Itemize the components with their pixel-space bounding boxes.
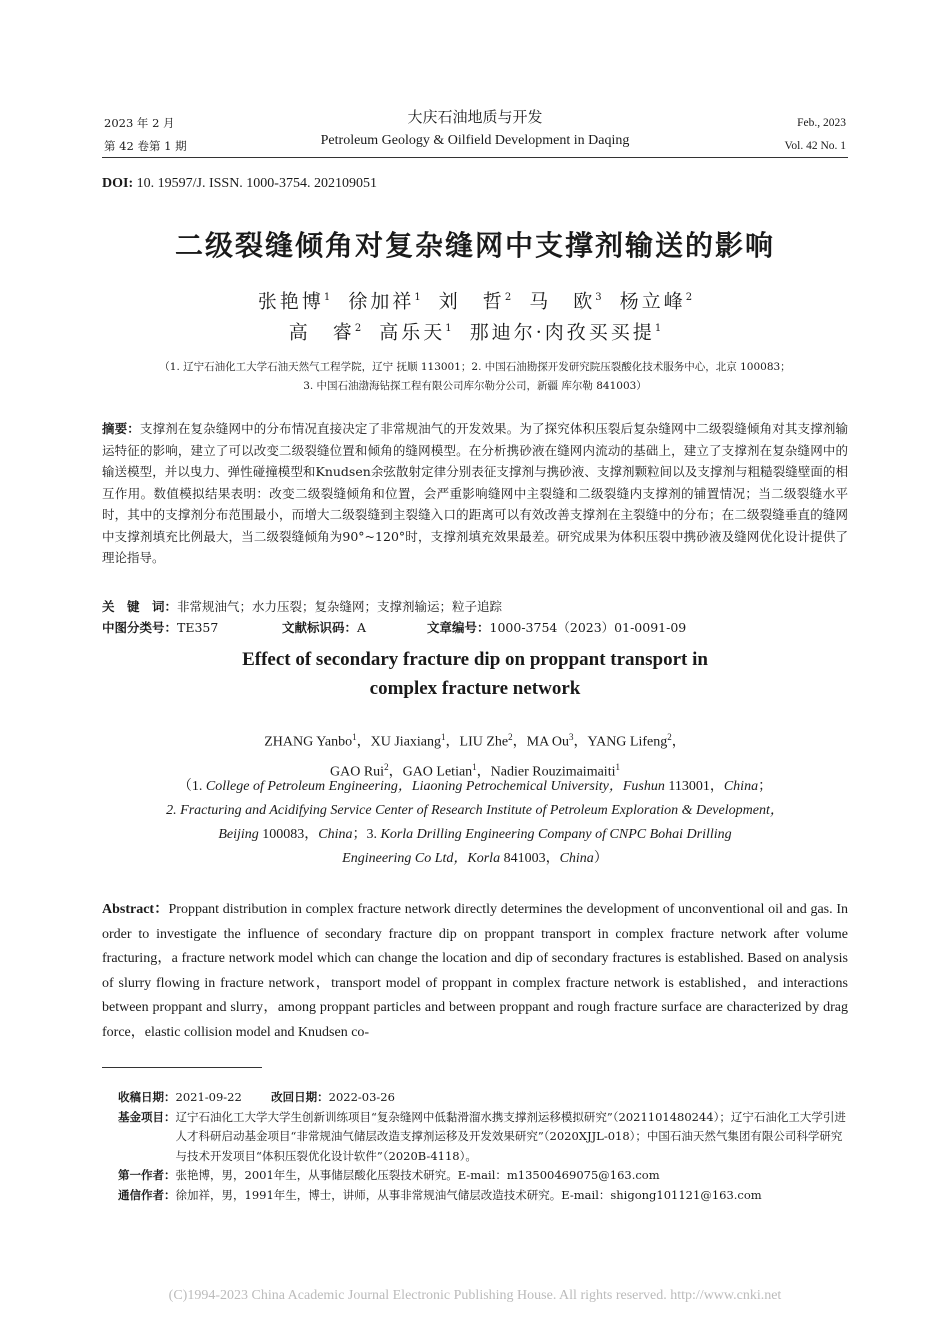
dates-row (118, 1088, 848, 1108)
abstract-en-text: Proppant distribution in complex fracture network directly determines the development of unconventional oil and gas. In order to investigate the influence of secondary fracture dip on proppant transport in complex fracture network after volume fracturing，a fracture network model which can change the location and dip of secondary fractures is established. Based on analysis of slurry flowing in fracture network，transport model of proppant in complex fracture network is established，and interactions between proppant and slurry，among proppant particles and between proppant and rough fracture surface are characterized by drag force，elastic collision model and Knudsen co- (102, 902, 848, 1040)
received-label: 收稿日期： (118, 1090, 176, 1104)
author-cn: 马 欧 (529, 290, 596, 313)
affiliation-en-line (0, 775, 950, 799)
keywords-and-classification (102, 596, 848, 638)
corresponding-label: 通信作者： (118, 1187, 176, 1202)
affil-text: （1. (177, 779, 206, 794)
art-value: 1000-3754（2023）01-0091-09 (489, 620, 687, 635)
author-en: GAO Letian (402, 764, 473, 780)
article-number (427, 617, 686, 638)
author-en: MA Ou (526, 734, 570, 750)
affil-country: China (318, 827, 353, 842)
affiliation-cn-line: 3. 中国石油渤海钻探工程有限公司库尔勒分公司，新疆 库尔勒 841003） (303, 380, 647, 392)
journal-name-en: Petroleum Geology & Oilfield Development in Daqing (320, 133, 630, 148)
author-cn: 刘 哲 (438, 290, 505, 313)
title-en-line: complex fracture network (369, 678, 581, 699)
authors-cn (0, 284, 950, 347)
corresponding-text: 徐加祥，男，1991年生，博士，讲师，从事非常规油气储层改造技术研究。E-mail：shigong101121@163.com (175, 1187, 762, 1202)
author-en: XU Jiaxiang (370, 734, 442, 750)
separator: ， (671, 734, 686, 750)
affil-institution: College of Petroleum Engineering，Liaoning Petrochemical University，Fushun (205, 779, 665, 794)
issue-date-en: Feb., 2023 (797, 117, 846, 129)
revised-date: 2022-03-26 (328, 1090, 395, 1104)
affil-postcode: 100083， (258, 827, 319, 842)
affil-text: ） (593, 851, 608, 866)
affil-marker: 3 (569, 732, 574, 742)
affil-institution: Korla Drilling Engineering Company of CNPC Bohai Drilling (380, 827, 732, 842)
keywords-cn (102, 596, 848, 617)
paper-title-cn: 二级裂缝倾角对复杂缝网中支撑剂输送的影响 (174, 229, 775, 262)
affil-marker: 3 (595, 292, 602, 303)
clc-code (102, 617, 282, 638)
header-divider (102, 157, 848, 158)
fund-label: 基金项目： (118, 1109, 176, 1124)
received-date: 2021-09-22 (175, 1090, 242, 1104)
separator: ， (512, 734, 527, 750)
author-cn: 徐加祥 (348, 290, 415, 313)
affil-country: China (559, 851, 594, 866)
author-en: ZHANG Yanbo (264, 734, 353, 750)
affil-marker: 2 (667, 732, 672, 742)
author-en: Nadier Rouzimaimaiti (490, 764, 616, 780)
art-label: 文章编号： (427, 620, 490, 635)
separator: ， (388, 764, 403, 780)
paper-title-en (0, 645, 950, 703)
journal-name-cn: 大庆石油地质与开发 (407, 108, 543, 126)
authors-cn-line-2 (0, 315, 950, 346)
abstract-cn-label: 摘要： (102, 421, 140, 436)
issue-volume-cn: 第 42 卷第 1 期 (104, 139, 187, 153)
affil-marker: 1 (414, 292, 421, 303)
issue-date-cn: 2023 年 2 月 (104, 116, 175, 130)
author-en: GAO Rui (330, 764, 385, 780)
affil-country: China (723, 779, 759, 794)
separator: ， (445, 734, 460, 750)
affil-marker: 1 (615, 761, 620, 772)
copyright-watermark: (C)1994-2023 China Academic Journal Electronic Publishing House. All rights reserved. http://www.cnki.net (168, 1288, 782, 1303)
author-cn: 高 睿 (288, 321, 355, 344)
affil-marker: 2 (384, 761, 389, 772)
affil-postcode: 113001， (664, 779, 724, 794)
separator: ， (573, 734, 588, 750)
first-author-label: 第一作者： (118, 1168, 176, 1182)
issue-volume-en: Vol. 42 No. 1 (784, 140, 846, 152)
footnotes (118, 1088, 848, 1205)
affil-text: ；3. (352, 827, 381, 842)
affil-marker: 1 (441, 732, 446, 742)
revised-label: 改回日期： (271, 1090, 329, 1104)
affil-marker: 2 (354, 323, 362, 335)
separator: ， (356, 734, 371, 750)
header-right (785, 112, 846, 158)
affil-marker: 2 (685, 292, 693, 303)
affil-text: ； (758, 779, 773, 794)
affil-city: Beijing (218, 827, 259, 842)
fund-row (118, 1108, 848, 1167)
doi-line (102, 176, 377, 192)
abstract-cn (102, 418, 848, 569)
author-en: YANG Lifeng (587, 734, 668, 750)
author-cn: 杨立峰 (619, 290, 686, 313)
affil-marker: 1 (323, 292, 331, 303)
affiliation-en-line (0, 847, 950, 871)
corresponding-author-row (118, 1186, 848, 1206)
affil-marker: 2 (508, 732, 513, 742)
first-author-row (118, 1166, 848, 1186)
affil-marker: 1 (445, 323, 452, 335)
clc-label: 中图分类号： (102, 620, 178, 635)
clc-value: TE357 (177, 620, 219, 635)
affiliation-en-line (0, 799, 950, 823)
authors-en-line-1 (0, 725, 950, 755)
abstract-cn-text: 支撑剂在复杂缝网中的分布情况直接决定了非常规油气的开发效果。为了探究体积压裂后复杂缝网中二级裂缝倾角对其支撑剂输运特征的影响，建立了可以改变二级裂缝位置和倾角的缝网模型。在分析携砂液在缝网内流动的基础上，建立了支撑剂在复杂缝网中的输送模型，并以曳力、弹性碰撞模型和Knudsen余弦散射定律分别表征支撑剂与携砂液、支撑剂颗粒间以及支撑剂与粗糙裂缝壁面的相互作用。数值模拟结果表明：改变二级裂缝倾角和位置，会严重影响缝网中主裂缝和二级裂缝内支撑剂的铺置情况；当二级裂缝水平时，其中的支撑剂分布范围最小，而增大二级裂缝到主裂缝入口的距离可以有效改善支撑剂在主裂缝中的分布；在二级裂缝垂直的缝网中支撑剂填充比例最大，当二级裂缝倾角为90°~120°时，支撑剂填充效果最差。研究成果为体积压裂中携砂液及缝网优化设计提供了理论指导。 (102, 421, 848, 565)
affil-marker: 1 (352, 732, 357, 742)
affil-institution: 2. Fracturing and Acidifying Service Center of Research Institute of Petroleum Exploration & Development， (166, 803, 784, 818)
keywords-text: 非常规油气；水力压裂；复杂缝网；支撑剂输运；粒子追踪 (177, 599, 503, 614)
author-cn: 那迪尔·肉孜买买提 (469, 321, 655, 344)
doc-label: 文献标识码： (282, 620, 358, 635)
affiliation-en-line (0, 823, 950, 847)
authors-cn-line-1 (0, 284, 950, 315)
doi-label: DOI: (102, 176, 134, 191)
doi-value[interactable]: 10. 19597/J. ISSN. 1000-3754. 202109051 (136, 176, 377, 191)
affil-institution: Engineering Co Ltd，Korla (342, 851, 501, 866)
author-en: LIU Zhe (459, 734, 509, 750)
affil-postcode: 841003， (500, 851, 560, 866)
document-code (282, 617, 427, 638)
keywords-label: 关 键 词： (102, 599, 178, 614)
author-cn: 高乐天 (379, 321, 446, 344)
abstract-en-label: Abstract： (102, 902, 169, 917)
affil-marker: 1 (654, 323, 662, 335)
abstract-en (102, 898, 848, 1045)
author-cn: 张艳博 (257, 290, 324, 313)
separator: ， (476, 764, 491, 780)
doc-value: A (357, 620, 367, 635)
affiliations-cn (0, 358, 950, 396)
affil-marker: 2 (504, 292, 512, 303)
fund-text: 辽宁石油化工大学大学生创新训练项目“复杂缝网中低黏滑溜水携支撑剂运移模拟研究”（2021101480244）；辽宁石油化工大学引进人才科研启动基金项目“非常规油气储层改造支撑剂运移及开发效果研究”（2020XJJL-018）；中国石油天然气集团有限公司科学研究与技术开发项目“体积压裂优化设计软件”（2020B-4118）。 (175, 1109, 846, 1163)
title-en-line: Effect of secondary fracture dip on proppant transport in (242, 649, 708, 670)
classification-row (102, 617, 848, 638)
affil-marker: 1 (472, 761, 477, 772)
first-author-text: 张艳博，男，2001年生，从事储层酸化压裂技术研究。E-mail：m13500469075@163.com (175, 1168, 660, 1182)
affiliations-en (0, 775, 950, 871)
footnote-divider (102, 1067, 262, 1068)
affiliation-cn-line: （1. 辽宁石油化工大学石油天然气工程学院，辽宁 抚顺 113001；2. 中国石油勘探开发研究院压裂酸化技术服务中心，北京 100083； (159, 361, 791, 373)
